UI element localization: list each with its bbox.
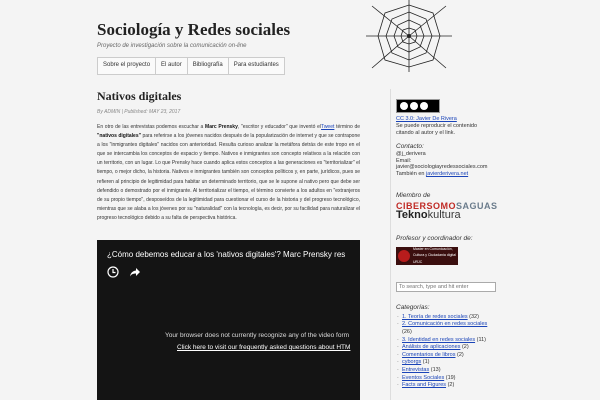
category-link[interactable]: 1. Teoría de redes sociales xyxy=(402,313,468,320)
video-faq-link[interactable]: Click here to visit our frequently asked questions about HTM xyxy=(177,344,351,351)
category-link[interactable]: 3. Identidad en redes sociales xyxy=(402,336,476,343)
list-item xyxy=(396,314,496,322)
category-link[interactable]: Facts and Figures xyxy=(402,382,447,389)
member-heading: Miembro de xyxy=(396,192,431,199)
category-link[interactable]: Análisis de aplicaciones xyxy=(402,344,461,351)
post-body xyxy=(97,123,360,223)
tek-logo-part-1: Tekno xyxy=(396,208,428,221)
contact-also-label: También en xyxy=(396,171,425,178)
category-count: (32) xyxy=(469,313,479,320)
category-count: (11) xyxy=(476,336,486,343)
category-count: (13) xyxy=(430,366,441,373)
contact-website-link[interactable]: javierderivera.net xyxy=(425,171,469,178)
list-item xyxy=(396,359,496,367)
video-player[interactable] xyxy=(97,240,360,400)
category-count: (2) xyxy=(447,382,455,389)
share-icon[interactable] xyxy=(129,266,141,278)
list-item xyxy=(396,375,496,383)
tek-logo-part-2: kultura xyxy=(427,208,461,221)
video-title[interactable]: ¿Cómo debemos educar a los 'nativos digitales'? Marc Prensky res xyxy=(107,250,346,259)
nav-item-para-estudiantes[interactable]: Para estudiantes xyxy=(233,62,279,68)
site-title[interactable]: Sociología y Redes sociales xyxy=(97,20,291,39)
meta-separator: | Published: xyxy=(121,109,148,115)
nav-item-sobre-el-proyecto[interactable]: Sobre el proyecto xyxy=(98,58,156,74)
post-name: Marc Prensky xyxy=(205,124,238,130)
spider-web-logo xyxy=(366,0,452,72)
category-link[interactable]: Entrevistas xyxy=(402,366,430,373)
cib-logo-part-1: CIBERSOMO xyxy=(396,200,457,211)
video-unsupported-message: Your browser does not currently recognize any of the video form xyxy=(165,332,350,339)
post-title[interactable]: Nativos digitales xyxy=(97,89,182,103)
search-widget xyxy=(396,282,496,292)
master-badge[interactable] xyxy=(396,247,458,265)
post-text-3: término de xyxy=(334,124,360,130)
category-link[interactable]: 2. Comunicación en redes sociales xyxy=(402,321,488,328)
category-link[interactable]: Eventos Sociales xyxy=(402,374,445,381)
post-author[interactable]: ADMIN xyxy=(104,109,121,115)
meta-by: By xyxy=(97,109,103,115)
main-nav xyxy=(97,57,285,75)
list-item xyxy=(396,321,496,336)
list-item xyxy=(396,382,496,390)
category-count: (1) xyxy=(422,359,430,366)
contact-handle: @j_derivera xyxy=(396,150,426,157)
cib-logo-part-2: SAGUAS xyxy=(456,200,498,211)
category-count: (19) xyxy=(445,374,456,381)
list-item xyxy=(396,352,496,360)
post-text-2: , "escritor y educador" que inventó el xyxy=(237,124,322,130)
contact-heading: Contacto: xyxy=(396,143,424,150)
contact-email: javier@sociologiayredessociales.com xyxy=(396,164,488,171)
list-item xyxy=(396,337,496,345)
license-widget xyxy=(396,99,496,136)
master-badge-text: Master en Comunicación, Cultura y Ciudadanía digital URJC xyxy=(413,246,456,265)
professor-heading: Profesor y coordinador de: xyxy=(396,235,473,242)
categories-widget xyxy=(396,305,496,390)
category-link[interactable]: cyborgs xyxy=(402,359,422,366)
post-text-1: En otro de las entrevistas podemos escuchar a xyxy=(97,124,204,130)
member-widget xyxy=(396,192,498,221)
category-count: (2) xyxy=(461,344,469,351)
tweet-link[interactable]: Tweet xyxy=(321,124,335,130)
site-description: Proyecto de investigación sobre la comunicación on-line xyxy=(97,43,247,49)
categories-heading: Categorías: xyxy=(396,304,430,311)
watch-later-icon[interactable] xyxy=(107,266,119,278)
creative-commons-icon[interactable] xyxy=(396,99,440,113)
site-header xyxy=(0,0,600,58)
professor-widget xyxy=(396,236,496,265)
category-count: (26) xyxy=(402,328,412,335)
list-item xyxy=(396,367,496,375)
contact-email-label: Email: xyxy=(396,157,412,164)
post-term: "nativos digitales" xyxy=(97,133,141,140)
categories-list xyxy=(396,314,496,390)
sidebar xyxy=(390,89,501,400)
search-input[interactable] xyxy=(396,282,496,292)
category-count: (2) xyxy=(457,351,464,358)
post-text-4: para referirse a los jóvenes nacidos después de la popularización de internet y que se contrapone a los "inmigrantes digitales" nacidos con anterioridad. Resulta curioso analizar la metáfora detrás de este tropo en el que se intercambia los conceptos de espacio y tiempo. Nativos e inmigrantes son concepto relativos a la relación con un territorio, con un lugar. Lo que Prensky hace cuando aplica estos conceptos a las generaciones es "territorializar" el tiempo, o mejor dicho, la historia. Nativos e inmigrantes también son conceptos políticos y, en parte, jurídicos, pues se refieren al principio de legitimidad para habitar un determinado territorio, que se le supone al nativo pero que debe ser defendido o demostrado por el inmigrante. Al territorializar el tiempo, el término convierte a los adultos en "extranjeros de su propio tiempo", desposeídos de la legitimidad para cuestionar el curso de la historia y del progreso tecnológico, mientras que se alaba a los jóvenes por su "naturalidad" con la tecnología, es decir, por su facilidad para naturalizar el progreso tecnológico debido a su falta de perspectiva histórica. xyxy=(97,133,360,221)
post-meta xyxy=(97,109,360,115)
teknokultura-logo[interactable] xyxy=(396,208,496,221)
contact-widget xyxy=(396,144,496,178)
nav-item-bibliografia[interactable]: Bibliografía xyxy=(188,58,229,74)
category-link[interactable]: Comentarios de libros xyxy=(402,351,456,358)
post-date: MAY 23, 2017 xyxy=(149,109,181,115)
post-content xyxy=(97,80,360,400)
license-text: Se puede reproducir el contenido citando al autor y el link. xyxy=(396,122,478,136)
list-item xyxy=(396,344,496,352)
license-link[interactable]: CC 3.0: Javier De Rivera xyxy=(396,116,457,122)
video-actions xyxy=(107,266,141,278)
university-seal-icon xyxy=(398,250,410,262)
nav-item-el-autor[interactable]: El autor xyxy=(156,58,188,74)
